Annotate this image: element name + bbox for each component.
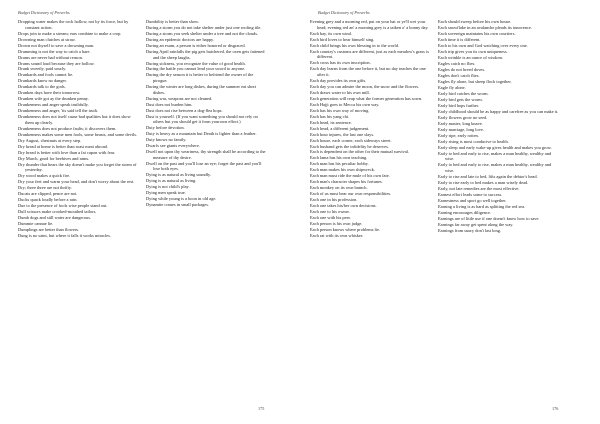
proverb-entry: Each day learns from the one before it, but no day teaches the one after it. [310,66,426,77]
proverb-entry: Early to bed and early to rise, makes a man healthy, wealthy and wise. [438,150,552,162]
proverb-entry: Dropping water makes the rock hollow, not by its force, but by constant action. [18,19,129,30]
proverb-entry: Each head, a different judgement. [310,125,370,131]
proverb-entry: Each man makes his own shipwreck. [310,167,375,173]
proverb-entry: Earnings are of little use if one doesn't know how to save. [438,215,540,221]
proverb-entry: Earning encourages diligence. [438,209,492,215]
proverb-entry: Each trip gives you its own uniqueness. [438,48,508,54]
proverb-entry: Dry; three three are not thrifty. [18,185,72,191]
proverb-entry: Each bird loves to hear himself sing. [310,36,375,42]
proverb-entry: During April rainfalls the pig gets butchered, the oxen gets fattened and the sheep laughs. [146,48,265,60]
proverb-entry: Drunken days have their tomorrow. [18,90,81,96]
proverb-entry: During the winter are long dishes, during the summer eat short dishes. [146,84,257,95]
running-header: Budget Dictionary of Proverbs [18,10,70,15]
proverb-entry: Early master, long knave. [438,120,483,126]
proverb-entry: Early bird gets the worm. [438,96,483,102]
proverb-entry: Dying is not child's play. [146,184,190,190]
proverb-entry: Drunkenness does not produce faults; it discovers them. [18,125,117,131]
proverb-entry: Eagle fly alone. [438,84,466,90]
proverb-entry: Each sovereign maintains his own courtiers. [438,30,516,36]
proverb-entry: Each snowflake in an avalanche pleads its innocence. [438,24,532,30]
proverb-entry: Each has his yang chi. [310,113,350,119]
proverb-entry: Drowning man clutches at straw. [18,36,76,42]
proverb-entry: Each man's character shapes his fortunes. [310,179,383,185]
proverb-entry: During the dry season it is better to befriend the owner of the pirogue. [146,72,254,84]
proverb-entry: During sickness, you recognize the value of good health. [146,60,246,66]
proverb-entry: Earnings from usury don't last long. [438,227,501,233]
proverb-entry: Dry your feet and warm your head, and don't worry about the rest. [18,179,135,185]
proverb-entry: Each time it is different. [438,36,481,42]
proverb-entry: Early to bed and early to rise, makes a man healthy, wealthy and wise. [438,162,552,173]
proverb-entry: Dwell on the past and you'll lose an eye; forget the past and you'll lose both eyes. [146,160,262,172]
proverb-entry: Dust is yourself. (If you want something you should not rely on others but you should get it from yourown effort.) [146,113,258,125]
proverb-entry: Drunkenness does not itself cause bad qualities but it does show them up clearly. [18,114,131,125]
proverb-entry: Each husband gets the infidelity he deserves. [310,143,389,149]
proverb-entry: Dung is no saint, but where it falls it works miracles. [18,233,111,239]
proverb-entry: Each person knows where problems lie. [310,227,380,233]
proverb-entry: Early bird catches the worm. [438,90,489,96]
proverb-entry: Earnest effort leads some to success. [438,191,503,197]
proverb-entry: Early marriage, long love. [438,126,484,132]
proverb-entry: Dry bread at home is better than roast meat abroad. [18,143,108,149]
proverb-entry: Each rat with its own whisker. [310,233,364,239]
proverb-entry: Early sleep and early wake-up gives health and makes you grow. [438,144,552,150]
proverb-entry: Dry March, good for beehives and rams. [18,155,90,161]
proverb-entry: Each day you can admire the moon, the snow and the flowers. [310,83,420,89]
proverb-entry: Drums sound loud because they are hollow. [18,60,95,66]
proverb-entry: Early bird hops further. [438,102,479,108]
proverb-entry: Each generation will reap what the former generation has sown. [310,95,423,101]
proverb-entry: Drunkenness and anger speak truthfully. [18,102,89,108]
proverb-entry: Each draws water to his own mill. [310,89,370,95]
proverb-entry: Drunk sweetly, paid sourly. [18,66,67,72]
proverb-entry: Earnestness and sport go well together. [438,197,507,203]
proverb-entry: Dry August, chestnuts at every step. [18,137,82,143]
proverb-entry: Due to the presence of fools wise people stand out. [18,203,108,209]
proverb-entry: During a storm you seek shelter under a tree and not the clouds. [146,30,259,36]
proverb-entry: Ducats are clipped, pence are not. [18,191,78,197]
page-number: 175 [258,406,265,411]
proverb-entry: Dumplings are better than flowers. [18,227,80,233]
proverb-entry: Each head, its sentence. [310,119,352,125]
proverb-entry: Drums are never had without reason. [18,54,83,60]
proverb-entry: Each day provides its own gifts. [310,77,367,83]
left-page-column-2 [146,19,268,208]
proverb-entry: Early ripe, early rotten. [438,132,479,138]
proverb-entry: Duty before devotion. [146,125,185,131]
proverb-entry: Early, not late remedies are the most effective. [438,185,520,191]
proverb-entry: Dying while young is a boon in old age. [146,196,217,202]
proverb-entry: Ducks quack loudly before a rain. [18,197,78,203]
proverb-entry: Dumb dogs and still water are dangerous. [18,215,92,221]
proverb-entry: Drunkenness makes some men fools, some beasts, and some devils. [18,131,138,137]
proverb-entry: Each house, each corner, each sideways street. [310,137,392,143]
proverb-entry: Dust does not rise between a dog-flea hops. [146,107,223,113]
proverb-entry: Drunkards talk to the gods. [18,84,66,90]
proverb-entry: Each country's customs are different, just as each meadow's grass is different. [310,48,429,60]
proverb-entry: Drunkards and fools cannot lie. [18,72,74,78]
proverb-entry: Each one with his peer. [310,215,351,221]
proverb-entry: Dull scissors make crooked-mouthed tailors. [18,209,97,215]
proverb-entry: Drown not thyself to save a drowning man. [18,42,95,48]
proverb-entry: Drumming is not the way to catch a hare. [18,48,91,54]
proverb-entry: Dying is as natural as living. [146,178,197,184]
proverb-entry: Each should sweep before his own house. [438,19,512,24]
proverb-entry: Each one takes his/her own decisions. [310,203,377,209]
page-number: 176 [552,406,559,411]
proverb-entry: Each man must ride the mule of his own fate. [310,173,390,179]
proverb-entry: Early flowers grow no seed. [438,114,488,120]
proverb-entry: Each Hajji goes to Mecca his own way. [310,101,380,107]
proverb-entry: Each hour injures, the last one slays. [310,131,375,137]
proverb-entry: Each is dependent on the other for their mutual survival. [310,149,410,155]
proverb-entry: During an exam, a person is either honored or disgraced. [146,42,246,48]
proverb-entry: Early childhood should be as happy and carefree as you can make it. [438,108,559,114]
proverb-entry: Each child brings his own blessing in to the world. [310,42,400,48]
proverb-entry: Each lama has his own teaching. [310,155,368,161]
right-page-column-2 [438,19,560,234]
proverb-entry: Dust does not burden him. [146,101,193,107]
proverb-entry: Dying men speak true. [146,190,186,196]
proverb-entry: Early rising is most conducive to health. [438,138,509,144]
proverb-entry: Earnings far away get spent along the way. [438,221,514,227]
left-page-column-1 [18,19,140,239]
proverb-entry: Dummie cannae lie. [18,221,54,227]
proverb-entry: Dwarfs see giants everywhere. [146,143,200,149]
proverb-entry: Drops join to make a stream; ears combine to make a crop. [18,30,122,36]
proverb-entry: Each one to his owner. [310,209,350,215]
proverb-entry: Eagles fly alone, but sheep flock together. [438,78,512,84]
proverb-entry: Dynamite comes in small packages. [146,202,210,208]
proverb-entry: Dumbility is better than show. [146,19,200,24]
proverb-entry: Evening grey and a morning red, put on your hat or ye'll wet your head; evening red an' a morning grey is a taiken o' a bonny day. [310,19,429,30]
proverb-entry: During a storm you do not take shelter under just one roofing tile. [146,24,262,30]
proverb-entry: Dry bread is better with love than a fat capon with fear. [18,149,116,155]
proverb-entry: Eagles do not breed doves. [438,66,486,72]
right-page-column-1 [310,19,432,239]
proverb-entry: Early to rise early to bed makes a man wisely dead. [438,179,529,185]
proverb-entry: During an epidemic doctors are happy. [146,36,214,42]
proverb-entry: Dry thunder that hears the sky doesn't make you forget the storm of yesterday. [18,161,137,173]
proverb-entry: Each man has his peculiar hobby. [310,161,369,167]
proverb-entry: Eagles don't catch flies. [438,72,480,78]
proverb-entry: Each cross has its own inscription. [310,60,371,66]
proverb-entry: Each of us must bear our own responsibilities. [310,191,392,197]
running-header: Budget Dictionary of Proverbs [318,10,370,15]
proverb-entry: Drunkenness and anger, 'tis said tell the truth. [18,108,98,114]
proverb-entry: Each monkey on its own branch. [310,185,368,191]
proverb-entry: Eagles catch no flies. [438,60,476,66]
proverb-entry: Earning a living is as hard as splitting the red sea. [438,203,526,209]
proverb-entry: Each person is his own judge. [310,221,363,227]
proverb-entry: Early to rise and late to bed, lifts again the debtor's head. [438,173,538,179]
proverb-entry: During war, weapons are not cleaned. [146,95,213,101]
proverb-entry: Each to his own and God watching over every one. [438,42,528,48]
proverb-entry: Dying is as natural as living soundly. [146,172,211,178]
proverb-entry: Each has his own way of moving. [310,107,370,113]
proverb-entry: Dwell not upon thy weariness, thy strength shall be according to the measure of thy desire. [146,149,266,160]
proverb-entry: Each one in his profession. [310,197,358,203]
proverb-entry: Each wrinkle is an ounce of wisdom. [438,54,503,60]
proverb-entry: Duty is heavy as a mountain but Death is lighter than a feather. [146,131,257,137]
proverb-entry: Drunkards know no danger. [18,78,67,84]
proverb-entry: Drunken wife got ay the drunken penny. [18,96,89,102]
proverb-entry: Dry wood makes a quick fire. [18,173,71,179]
right-page [300,0,600,424]
proverb-entry: Each bay, its own wind. [310,30,352,36]
proverb-entry: Duty knows no family. [146,137,187,143]
proverb-entry: During the battle you cannot lend your sword to anyone. [146,66,246,72]
